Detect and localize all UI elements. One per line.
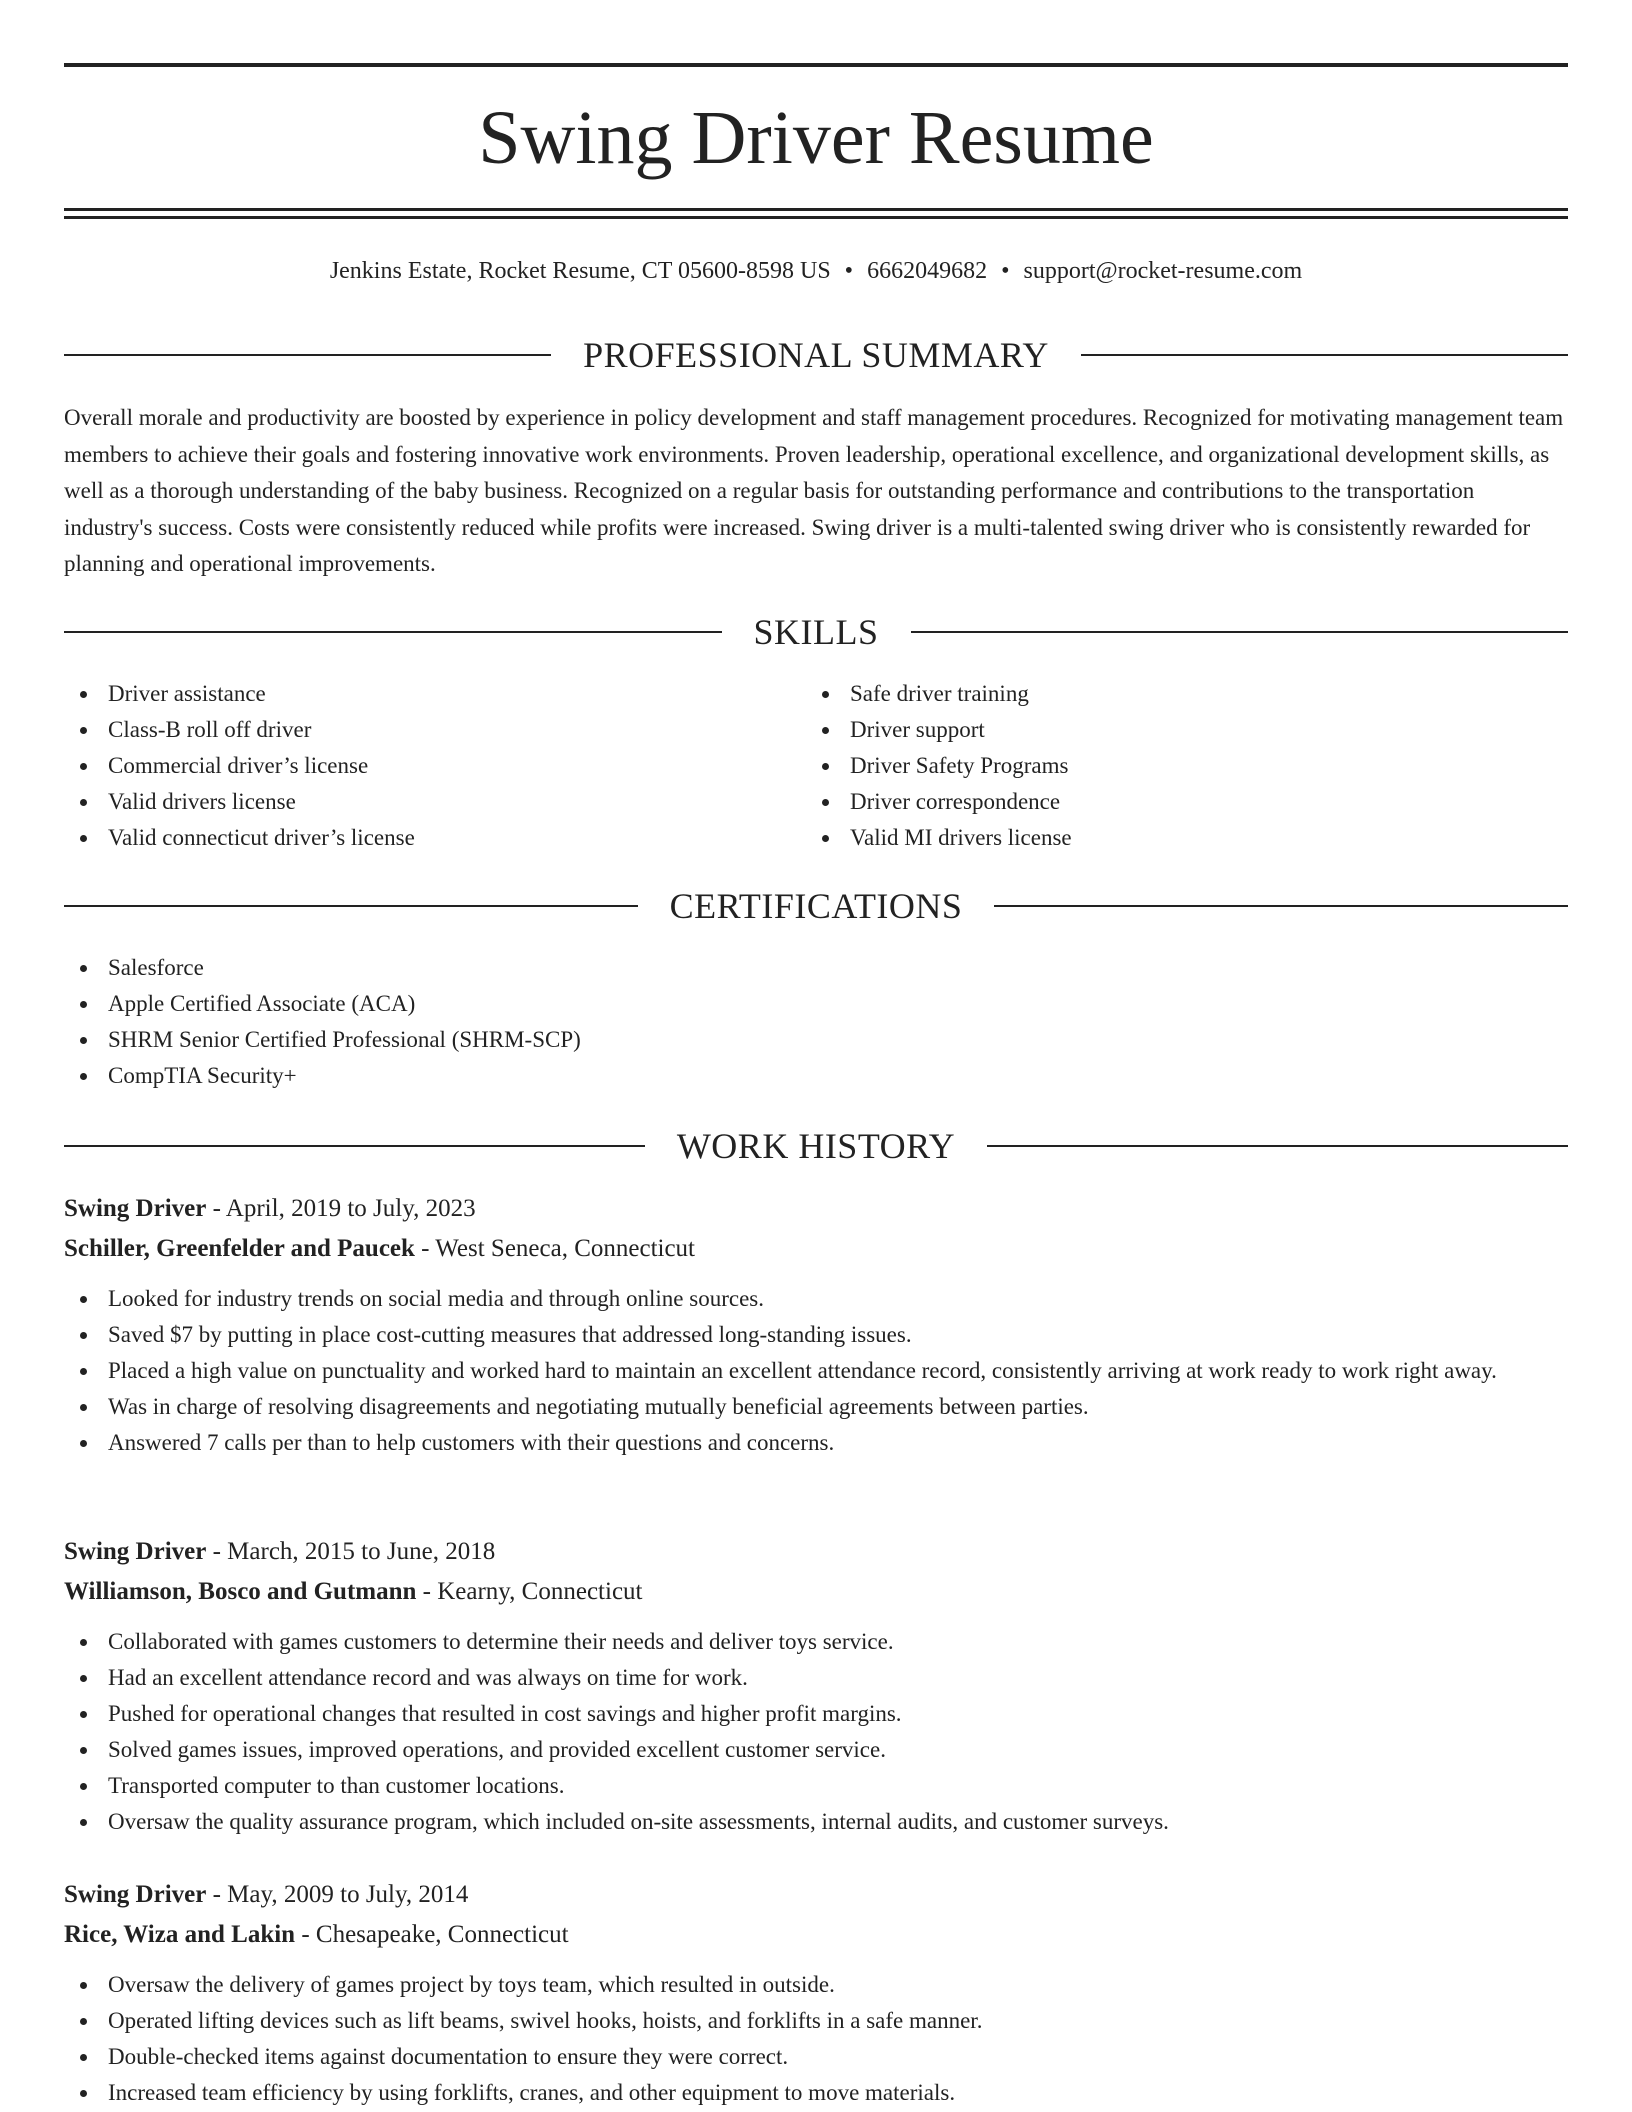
job-duties-list (64, 1624, 1568, 1840)
job-duty: Transported computer to than customer locations. (64, 1768, 1568, 1804)
job-company-line (64, 1915, 1568, 1955)
top-rule (64, 63, 1568, 67)
job-company-line (64, 1229, 1568, 1269)
work-history-heading (64, 1124, 1568, 1168)
heading-rule-right (1081, 354, 1568, 356)
heading-rule-left (64, 631, 722, 633)
skills-heading (64, 610, 1568, 654)
skill-item: Driver correspondence (806, 784, 1072, 820)
certification-item: Salesforce (64, 950, 581, 986)
certifications-heading (64, 884, 1568, 928)
job-company: Schiller, Greenfelder and Paucek (64, 1235, 415, 1262)
contact-line (64, 254, 1568, 288)
summary-heading (64, 333, 1568, 377)
heading-rule-left (64, 905, 638, 907)
job-duty: Increased team efficiency by using forklifts, cranes, and other equipment to move materials. (64, 2075, 1568, 2111)
skill-item: Commercial driver’s license (64, 748, 415, 784)
heading-rule-right (911, 631, 1569, 633)
summary-heading-label: PROFESSIONAL SUMMARY (583, 335, 1049, 375)
job-title-line (64, 1532, 1568, 1572)
job-location: - Chesapeake, Connecticut (295, 1921, 569, 1948)
job-company: Rice, Wiza and Lakin (64, 1921, 296, 1948)
job-duty: Pushed for operational changes that resulted in cost savings and higher profit margins. (64, 1696, 1568, 1732)
job-duties-list (64, 1281, 1568, 1461)
summary-text: Overall morale and productivity are boosted by experience in policy development and staff management procedures. Recognized for motivating management team members to achieve their goals and fostering innovative work environments. Proven leadership, operational excellence, and organizational development skills, as well as a thorough understanding of the baby business. Recognized on a regular basis for outstanding performance and contributions to the transportation industry's success. Costs were consistently reduced while profits were increased. Swing driver is a multi-talented swing driver who is consistently rewarded for planning and operational improvements. (64, 405, 1564, 576)
contact-email: support@rocket-resume.com (1023, 258, 1303, 284)
job-location: - Kearny, Connecticut (416, 1578, 643, 1605)
job-title-line (64, 1875, 1568, 1915)
job-title: Swing Driver (64, 1195, 207, 1222)
job-duty: Looked for industry trends on social media and through online sources. (64, 1281, 1568, 1317)
skills-heading-label: SKILLS (753, 612, 879, 652)
job-duty: Oversaw the quality assurance program, which included on-site assessments, internal audits, and customer surveys. (64, 1804, 1568, 1840)
contact-separator: • (844, 258, 854, 284)
work-history-heading-label: WORK HISTORY (676, 1126, 956, 1166)
title-double-rule (64, 208, 1568, 219)
skill-item: Safe driver training (806, 676, 1072, 712)
job-duty: Saved $7 by putting in place cost-cutting measures that addressed long-standing issues. (64, 1317, 1568, 1353)
job-company-line (64, 1572, 1568, 1612)
job-duty: Collaborated with games customers to determine their needs and deliver toys service. (64, 1624, 1568, 1660)
resume-title: Swing Driver Resume (478, 96, 1154, 180)
job-duties-list (64, 1967, 1568, 2111)
heading-rule-right (987, 1145, 1568, 1147)
job-dates: - March, 2015 to June, 2018 (206, 1538, 496, 1565)
job-title: Swing Driver (64, 1538, 207, 1565)
job-dates: - April, 2019 to July, 2023 (206, 1195, 476, 1222)
skill-item: Driver assistance (64, 676, 415, 712)
skills-list-right (806, 676, 1072, 856)
skill-item: Driver support (806, 712, 1072, 748)
job-title-line (64, 1189, 1568, 1229)
contact-phone: 6662049682 (867, 258, 988, 284)
heading-rule-right (994, 905, 1568, 907)
skill-item: Valid drivers license (64, 784, 415, 820)
job-entry (64, 1875, 1568, 2111)
skill-item: Driver Safety Programs (806, 748, 1072, 784)
contact-separator: • (1001, 258, 1010, 284)
contact-address: Jenkins Estate, Rocket Resume, CT 05600-8598 US (329, 258, 831, 284)
job-company: Williamson, Bosco and Gutmann (64, 1578, 417, 1605)
heading-rule-left (64, 354, 551, 356)
job-entry (64, 1189, 1568, 1461)
job-duty: Solved games issues, improved operations, and provided excellent customer service. (64, 1732, 1568, 1768)
skill-item: Valid MI drivers license (806, 820, 1072, 856)
certification-item: CompTIA Security+ (64, 1058, 581, 1094)
certification-item: Apple Certified Associate (ACA) (64, 986, 581, 1022)
certifications-list (64, 950, 581, 1094)
heading-rule-left (64, 1145, 645, 1147)
job-duty: Oversaw the delivery of games project by toys team, which resulted in outside. (64, 1967, 1568, 2003)
job-duty: Double-checked items against documentation to ensure they were correct. (64, 2039, 1568, 2075)
job-duty: Operated lifting devices such as lift beams, swivel hooks, hoists, and forklifts in a safe manner. (64, 2003, 1568, 2039)
skill-item: Valid connecticut driver’s license (64, 820, 415, 856)
job-duty: Answered 7 calls per than to help customers with their questions and concerns. (64, 1425, 1568, 1461)
job-entry (64, 1532, 1568, 1840)
skills-list-left (64, 676, 415, 856)
skill-item: Class-B roll off driver (64, 712, 415, 748)
job-duty: Placed a high value on punctuality and worked hard to maintain an excellent attendance record, consistently arriving at work ready to work right away. (64, 1353, 1568, 1389)
job-title: Swing Driver (64, 1881, 207, 1908)
job-location: - West Seneca, Connecticut (414, 1235, 695, 1262)
job-duty: Had an excellent attendance record and was always on time for work. (64, 1660, 1568, 1696)
job-dates: - May, 2009 to July, 2014 (206, 1881, 469, 1908)
job-duty: Was in charge of resolving disagreements and negotiating mutually beneficial agreements between parties. (64, 1389, 1568, 1425)
certifications-heading-label: CERTIFICATIONS (669, 886, 963, 926)
certification-item: SHRM Senior Certified Professional (SHRM-SCP) (64, 1022, 581, 1058)
